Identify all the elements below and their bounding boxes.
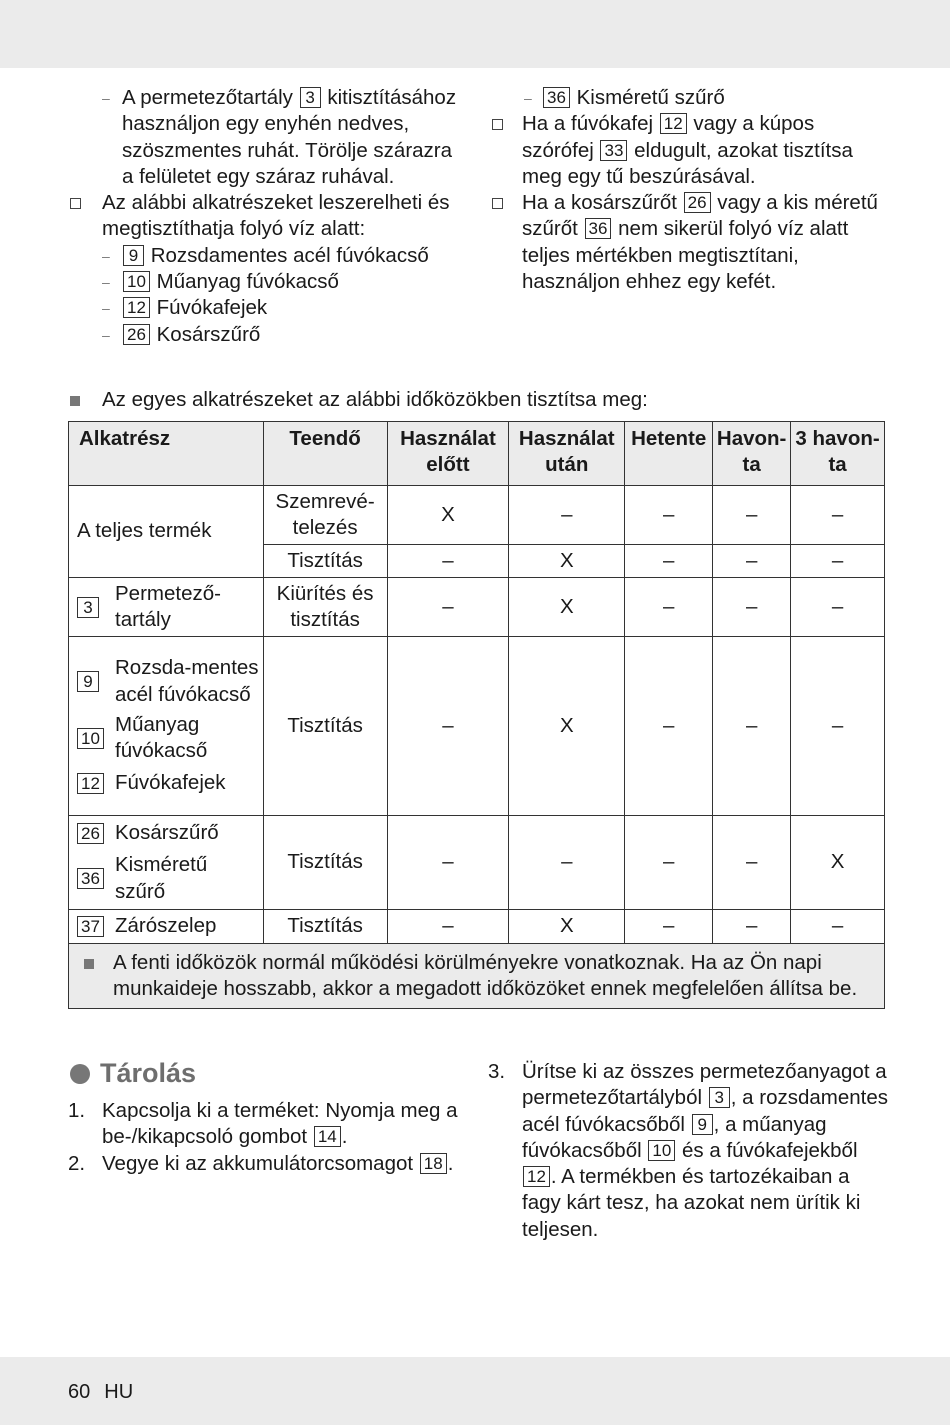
bullet-item-removable: Az alábbi alkatrészeket leszerelheti és megtisztíthatja folyó víz alatt: [68, 190, 463, 243]
value-cell: X [509, 637, 625, 816]
checkbox-bullet-icon [492, 198, 503, 209]
table-row [69, 909, 885, 943]
table-row [69, 578, 885, 637]
task-cell: Tisztítás [263, 545, 387, 578]
value-cell: – [625, 545, 713, 578]
value-cell: – [387, 637, 509, 816]
task-cell: Tisztítás [263, 909, 387, 943]
table-row [69, 486, 885, 545]
dash-item-part: – 10 Műanyag fúvókacső [102, 270, 339, 294]
value-cell: X [509, 578, 625, 637]
page-number: 60 HU [68, 1381, 134, 1403]
header-before-use: Használat előtt [387, 422, 509, 486]
value-cell: – [713, 486, 791, 545]
checkbox-bullet-icon [492, 119, 503, 130]
value-cell: – [509, 486, 625, 545]
part-cell: 3 Permetező-tartály [69, 578, 264, 637]
storage-steps-right [488, 1059, 888, 1243]
table-header-row [69, 422, 885, 486]
bullet-item-filter: Ha a kosárszűrőt 26 vagy a kis méretű szűrőt 36 nem sikerül folyó víz alatt teljes mértékben megtisztítani, használjon ehhez egy kefét. [490, 190, 890, 295]
list-item: 2. Vegye ki az akkumulátorcsomagot 18 . [68, 1151, 454, 1175]
task-cell: Tisztítás [263, 637, 387, 816]
value-cell: – [387, 578, 509, 637]
dash-item-small-filter: – 36 Kisméretű szűrő [524, 86, 725, 109]
part-cell: A teljes termék [69, 486, 264, 578]
storage-steps-left [68, 1098, 468, 1177]
checkbox-bullet-icon [70, 198, 81, 209]
header-weekly: Hetente [625, 422, 713, 486]
part-cell: 37 Zárószelep [69, 909, 264, 943]
value-cell: – [791, 545, 885, 578]
value-cell: X [509, 909, 625, 943]
bullet-item-nozzle: Ha a fúvókafej 12 vagy a kúpos szórófej 33 eldugult, azokat tisztítsa meg egy tű beszúrásával. [490, 111, 890, 190]
value-cell: X [387, 486, 509, 545]
value-cell: – [625, 816, 713, 910]
cleaning-schedule-table [68, 421, 885, 1009]
value-cell: – [791, 909, 885, 943]
value-cell: – [791, 578, 885, 637]
storage-heading: Tárolás [70, 1058, 196, 1089]
header-quarterly: 3 havon-ta [791, 422, 885, 486]
left-column [68, 85, 463, 348]
header-task: Teendő [263, 422, 387, 486]
part-cell: 9 Rozsda-mentes acél fúvókacső 10 Műanyag fúvókacső 12 Fúvókafejek [69, 637, 264, 816]
value-cell: – [387, 816, 509, 910]
dash-item-part: – 26 Kosárszűrő [102, 322, 261, 346]
value-cell: – [625, 637, 713, 816]
value-cell: – [713, 816, 791, 910]
value-cell: – [387, 909, 509, 943]
square-bullet-icon [70, 396, 80, 406]
note-cell: A fenti időközök normál működési körülményekre vonatkoznak. Ha az Ön napi munkaideje hosszabb, akkor a megadott időközöket ennek megfelelően állítsa be. [69, 943, 885, 1009]
value-cell: X [509, 545, 625, 578]
part-cell: 26 Kosárszűrő 36 Kisméretű szűrő [69, 816, 264, 910]
header-monthly: Havon-ta [713, 422, 791, 486]
value-cell: – [791, 486, 885, 545]
value-cell: – [713, 578, 791, 637]
dash-item-part: – 9 Rozsdamentes acél fúvókacső [102, 243, 429, 267]
value-cell: – [713, 909, 791, 943]
value-cell: – [509, 816, 625, 910]
table-row [69, 816, 885, 910]
header-bar [0, 0, 950, 68]
list-item: 3. Ürítse ki az összes permetezőanyagot a permetezőtartályból 3 , a rozsdamentes acél fúvókacsőből 9 , a műanyag fúvókacsőből 10 és a fúvókafejekből 12 . A termékben és tartozékaiban a fagy kárt tesz, ha azokat nem ürítik ki teljesen. [488, 1060, 888, 1241]
dash-item-part: – 12 Fúvókafejek [102, 296, 268, 320]
header-part: Alkatrész [69, 422, 264, 486]
task-cell: Kiürítés és tisztítás [263, 578, 387, 637]
intro-line: Az egyes alkatrészeket az alábbi időközökben tisztítsa meg: [68, 387, 888, 413]
circle-bullet-icon [70, 1064, 90, 1084]
header-after-use: Használat után [509, 422, 625, 486]
right-column [490, 85, 890, 295]
value-cell: X [791, 816, 885, 910]
value-cell: – [713, 545, 791, 578]
value-cell: – [625, 486, 713, 545]
value-cell: – [791, 637, 885, 816]
task-cell: Tisztítás [263, 816, 387, 910]
value-cell: – [713, 637, 791, 816]
table-row [69, 637, 885, 816]
footer-bar [0, 1357, 950, 1425]
task-cell: Szemrevé-telezés [263, 486, 387, 545]
table-note-row [69, 943, 885, 1009]
square-bullet-icon [84, 959, 94, 969]
list-item: 1. Kapcsolja ki a terméket: Nyomja meg a be-/kikapcsoló gombot 14 . [68, 1099, 458, 1149]
value-cell: – [387, 545, 509, 578]
dash-item-tank: – A permetezőtartály 3 kitisztításához használjon egy enyhén nedves, szöszmentes ruhát. Törölje szárazra a felületet egy száraz ruhával. [102, 86, 457, 188]
value-cell: – [625, 909, 713, 943]
value-cell: – [625, 578, 713, 637]
